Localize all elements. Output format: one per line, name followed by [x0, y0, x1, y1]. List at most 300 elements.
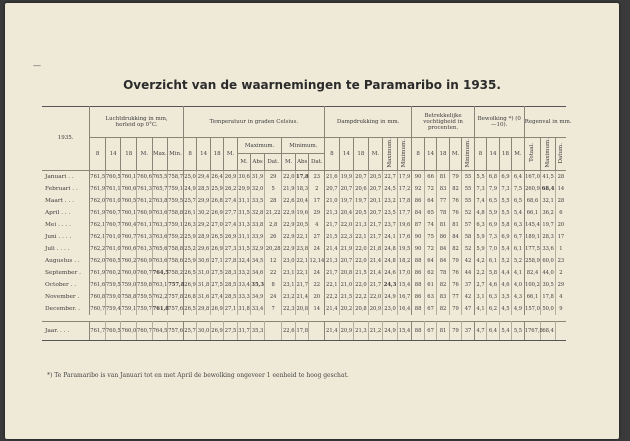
table-cell: 15,4	[397, 321, 412, 340]
table-cell: 31,5	[237, 243, 251, 255]
table-cell: 4	[559, 293, 563, 300]
table-cell: 21,3	[354, 321, 369, 340]
table-cell: 22,9	[282, 219, 296, 231]
table-cell: 23,2	[282, 291, 296, 303]
table-cell: 7,3	[474, 183, 486, 195]
table-cell: 25,9	[183, 255, 197, 267]
table-cell: 31,1	[237, 231, 251, 243]
table-cell: 761,1	[137, 219, 153, 231]
row-label: Jaar. . . .	[42, 321, 90, 340]
table-cell: 28	[557, 173, 565, 180]
table-cell: 23,8	[295, 243, 309, 255]
table-cell: 23,1	[282, 279, 296, 291]
table-cell: 18,2	[397, 255, 412, 267]
table-cell: 21,4	[368, 267, 383, 279]
table-cell: 9	[559, 305, 563, 312]
table-cell: 22,9	[282, 207, 296, 219]
table-cell: 21,5	[354, 267, 369, 279]
table-cell: 20,5	[368, 170, 383, 183]
table-cell: 79	[449, 321, 461, 340]
row-label: Augustus . .	[42, 255, 90, 267]
year-total-row	[42, 321, 566, 340]
table-cell: 78	[437, 267, 449, 279]
vapor-14h-header: 14	[339, 138, 354, 171]
table-cell: 20,9	[339, 321, 354, 340]
table-cell: 18,3	[295, 183, 309, 195]
table-cell: 72	[424, 243, 436, 255]
table-cell: 760,0	[121, 321, 137, 340]
table-row	[42, 255, 566, 267]
table-cell: 81	[437, 170, 449, 183]
table-cell: 31,7	[237, 321, 251, 340]
table-cell: 4,9	[512, 303, 525, 315]
cloud-14h-header: 14	[487, 138, 499, 171]
table-cell: 22,3	[339, 231, 354, 243]
table-cell: 760,5	[121, 195, 137, 207]
table-cell: 27,1	[210, 255, 224, 267]
table-cell: 27,8	[224, 255, 238, 267]
table-cell: 33,9	[251, 231, 265, 243]
table-cell: 6,2	[487, 303, 499, 315]
table-cell: 26,9	[210, 243, 224, 255]
table-cell: 762,1	[90, 219, 106, 231]
table-cell: 27,5	[210, 267, 224, 279]
temp-8h-header: 8	[183, 138, 197, 171]
table-cell: 21,3	[325, 207, 340, 219]
table-cell: 88	[412, 303, 424, 315]
table-cell: 22,7	[383, 170, 398, 183]
cloud-cover-header: Bewolking *) (0—10).	[474, 107, 524, 138]
table-cell: 21,7	[368, 279, 383, 291]
table-cell: 16,4	[397, 303, 412, 315]
vapor-8h-header: 8	[325, 138, 340, 171]
table-cell: 64	[424, 255, 436, 267]
table-cell: 6,9	[487, 219, 499, 231]
row-label: Maart . . .	[42, 195, 90, 207]
table-cell: 20,7	[368, 207, 383, 219]
temp-18h-header: 18	[210, 138, 224, 171]
row-label: Juni . . . .	[42, 231, 90, 243]
table-cell: 27,5	[210, 279, 224, 291]
table-cell: 761,0	[105, 195, 121, 207]
table-cell: 90	[412, 170, 424, 183]
table-row	[42, 183, 566, 195]
table-cell: 5,9	[487, 207, 499, 219]
table-cell: 5,2	[512, 255, 525, 267]
table-cell: 24	[264, 291, 282, 303]
table-cell: 759,1	[168, 219, 184, 231]
table-cell: 761,3	[137, 243, 153, 255]
table-cell: 26,4	[210, 170, 224, 183]
table-cell: 765,7	[152, 183, 168, 195]
table-cell: 29,6	[197, 243, 211, 255]
table-cell: 90	[412, 231, 424, 243]
table-cell: 17	[557, 233, 565, 240]
temp-min-mean-header: M.	[282, 154, 296, 170]
table-cell: 33,8	[251, 219, 265, 231]
table-cell: 6,5	[487, 195, 499, 207]
table-cell: 17,8	[295, 321, 309, 340]
table-row	[42, 303, 566, 315]
table-cell: 760,6	[121, 243, 137, 255]
table-cell: 30,6	[237, 170, 251, 183]
table-cell: 26	[264, 231, 282, 243]
table-cell: 27,3	[224, 243, 238, 255]
table-cell: 4	[309, 219, 325, 231]
table-cell: 20,2	[339, 303, 354, 315]
table-cell: 17,9	[397, 170, 412, 183]
table-cell: 82	[437, 279, 449, 291]
observations-table-wrap	[42, 106, 572, 341]
table-cell: 27,4	[224, 219, 238, 231]
table-cell: 52	[462, 207, 475, 219]
table-cell: 26,8	[210, 195, 224, 207]
table-cell: 26,9	[210, 321, 224, 340]
table-cell: 26,9	[183, 279, 197, 291]
humidity-8h-header: 8	[412, 138, 424, 171]
page-marker: —	[33, 61, 41, 70]
table-cell: 760,7	[105, 219, 121, 231]
table-cell: 28	[264, 195, 282, 207]
table-cell: 1767,8	[524, 321, 541, 340]
table-cell: 26,5	[210, 231, 224, 243]
table-cell: 41,5	[541, 170, 556, 183]
table-cell: 28,9	[197, 231, 211, 243]
table-cell: 86	[412, 291, 424, 303]
table-cell: 760,2	[121, 255, 137, 267]
table-cell: 760,5	[105, 170, 121, 183]
table-cell: 17,6	[397, 231, 412, 243]
table-cell: 21,4	[368, 255, 383, 267]
cloud-18h-header: 18	[499, 138, 511, 171]
table-cell: 90	[412, 243, 424, 255]
table-cell: 760,1	[121, 170, 137, 183]
temp-maximum-header: Maximum.	[237, 138, 282, 154]
table-cell: 20,5	[354, 207, 369, 219]
table-cell: 34,9	[251, 291, 265, 303]
table-cell: 761,3	[137, 183, 153, 195]
table-cell: 20,28	[264, 243, 282, 255]
table-cell: 761,0	[105, 243, 121, 255]
table-cell: 760,2	[105, 267, 121, 279]
table-cell: 33,4	[251, 303, 265, 315]
table-cell: 6,7	[512, 231, 525, 243]
table-cell: 21,5	[325, 231, 340, 243]
table-cell: 758,8	[168, 243, 184, 255]
table-row	[42, 243, 566, 255]
table-cell: 20,7	[368, 183, 383, 195]
table-cell: 66,1	[524, 207, 541, 219]
table-cell: 761,7	[90, 321, 106, 340]
table-cell: 29	[557, 281, 565, 288]
table-cell: 33,2	[237, 267, 251, 279]
table-cell: 47	[462, 303, 475, 315]
table-cell	[264, 321, 282, 340]
table-cell: 5,5	[474, 170, 486, 183]
temp-minimum-header: Minimum.	[282, 138, 325, 154]
table-cell: 37	[462, 321, 475, 340]
table-cell: 31,3	[237, 219, 251, 231]
table-cell: 35,3	[251, 279, 265, 291]
table-cell: 757,8	[168, 279, 184, 291]
table-cell: 6,1	[487, 255, 499, 267]
table-cell: 5,4	[499, 321, 511, 340]
table-cell: 6,4	[487, 321, 499, 340]
table-cell: 3,5	[499, 291, 511, 303]
table-cell: 20,6	[354, 183, 369, 195]
row-label: Januari . .	[42, 170, 90, 183]
table-cell: 21,7	[368, 219, 383, 231]
table-cell: 22,1	[325, 279, 340, 291]
table-cell	[555, 321, 566, 340]
table-cell: 761,9	[90, 267, 106, 279]
table-cell: 24,6	[383, 267, 398, 279]
table-cell: 4,7	[474, 321, 486, 340]
table-cell: 27,4	[210, 291, 224, 303]
table-row	[42, 207, 566, 219]
table-cell: 24,3	[383, 279, 398, 291]
table-cell: 760,1	[121, 207, 137, 219]
year-header: 1935.	[42, 107, 90, 171]
table-row	[42, 267, 566, 279]
table-cell: 83	[437, 291, 449, 303]
table-cell: 32,8	[251, 207, 265, 219]
table-cell: 92	[412, 183, 424, 195]
table-cell: 82	[437, 303, 449, 315]
table-cell: 55	[462, 183, 475, 195]
table-cell: 167,0	[524, 170, 541, 183]
table-cell: 22,0	[354, 255, 369, 267]
table-cell: 762,2	[152, 291, 168, 303]
table-cell: 79	[449, 303, 461, 315]
table-cell: 5	[264, 183, 282, 195]
table-cell: 21,4	[325, 303, 340, 315]
temp-14h-header: 14	[197, 138, 211, 171]
table-cell: 761,9	[90, 183, 106, 195]
table-cell: 37	[462, 279, 475, 291]
table-cell: 764,5	[152, 267, 168, 279]
table-cell: 78	[437, 207, 449, 219]
table-cell: 5,4	[512, 207, 525, 219]
table-cell: 20,7	[354, 170, 369, 183]
pressure-14h-header: 14	[105, 138, 121, 171]
table-cell: 6,4	[512, 170, 525, 183]
table-cell: 759,2	[168, 231, 184, 243]
table-cell: 31,8	[197, 279, 211, 291]
table-cell: 20,4	[295, 195, 309, 207]
table-cell: 24,9	[383, 321, 398, 340]
table-cell: 88	[412, 321, 424, 340]
table-cell: 21,0	[339, 279, 354, 291]
table-cell: 32,0	[251, 183, 265, 195]
table-cell: 32,1	[541, 195, 556, 207]
table-cell: 67	[424, 321, 436, 340]
table-cell: 20	[309, 291, 325, 303]
table-cell: 25,2	[183, 243, 197, 255]
table-cell: 19,7	[354, 195, 369, 207]
table-cell: 34,5	[251, 255, 265, 267]
table-cell: 758,2	[168, 267, 184, 279]
table-cell: 68,6	[524, 195, 541, 207]
table-cell: 22,0	[354, 243, 369, 255]
table-cell: 762,1	[90, 231, 106, 243]
table-cell: 22,2	[354, 291, 369, 303]
table-cell: 22,0	[282, 170, 296, 183]
table-cell: 22,6	[282, 321, 296, 340]
table-cell: 6,1	[512, 243, 525, 255]
table-cell: 100,2	[524, 279, 541, 291]
table-cell: 77	[449, 291, 461, 303]
table-cell: 76	[449, 207, 461, 219]
table-cell: 25,7	[183, 321, 197, 340]
vapor-mean-header: M.	[368, 138, 383, 171]
table-cell: 29,8	[197, 303, 211, 315]
table-row	[42, 170, 566, 183]
temp-min-date-header: Dat.	[309, 154, 325, 170]
table-cell: 26,5	[183, 267, 197, 279]
table-cell: 760,8	[90, 291, 106, 303]
table-cell: 21,8	[368, 243, 383, 255]
rain-date-header: Datum.	[555, 138, 566, 171]
table-cell: 21,9	[282, 183, 296, 195]
humidity-minimum-header: Minimum.	[462, 138, 475, 171]
table-cell: 763,6	[152, 207, 168, 219]
table-cell: 68,4	[541, 183, 556, 195]
rain-maximum-header: Maximum.	[541, 138, 556, 171]
table-cell: 17,8	[295, 170, 309, 183]
table-cell: 759,1	[168, 183, 184, 195]
temp-max-mean-header: M.	[237, 154, 251, 170]
table-cell: 44	[462, 267, 475, 279]
table-cell: 36,2	[541, 207, 556, 219]
table-cell: 62	[424, 267, 436, 279]
table-cell: 5,4	[499, 243, 511, 255]
table-cell: 5,2	[499, 255, 511, 267]
table-cell: 2	[309, 183, 325, 195]
table-cell: 4,6	[499, 279, 511, 291]
table-cell: 24	[309, 243, 325, 255]
table-cell: 26,9	[210, 207, 224, 219]
table-cell: 5,9	[474, 231, 486, 243]
table-cell: 17,7	[397, 207, 412, 219]
table-cell: 25,7	[183, 195, 197, 207]
table-cell: 759,7	[137, 303, 153, 315]
table-cell: 7,0	[487, 243, 499, 255]
pressure-8h-header: 8	[90, 138, 106, 171]
humidity-mean-header: M.	[449, 138, 461, 171]
table-cell: 5,5	[499, 195, 511, 207]
table-cell: 58	[462, 231, 475, 243]
table-cell: 28,3	[224, 267, 238, 279]
table-cell: 12,14	[309, 255, 325, 267]
table-cell: 24,8	[383, 255, 398, 267]
table-cell: 75	[424, 231, 436, 243]
table-row	[42, 291, 566, 303]
table-cell: 34,6	[251, 267, 265, 279]
table-cell: 27	[309, 231, 325, 243]
humidity-14h-header: 14	[424, 138, 436, 171]
table-cell: 83	[437, 183, 449, 195]
table-cell: 759,8	[137, 279, 153, 291]
table-cell: 21,6	[325, 170, 340, 183]
table-cell: 25,0	[183, 170, 197, 183]
table-cell: 42	[462, 291, 475, 303]
table-cell: 28,5	[224, 291, 238, 303]
table-cell: 760,9	[137, 255, 153, 267]
table-cell: 760,7	[90, 303, 106, 315]
table-cell: 763,6	[152, 231, 168, 243]
table-cell: 29	[264, 170, 282, 183]
table-cell: 88	[412, 279, 424, 291]
table-cell: 17	[309, 195, 325, 207]
table-cell: 21,2	[368, 321, 383, 340]
table-cell: 4,2	[474, 255, 486, 267]
table-cell: 761,6	[90, 279, 106, 291]
table-cell: 67	[424, 303, 436, 315]
row-label: November .	[42, 291, 90, 303]
table-cell: 24,8	[383, 243, 398, 255]
table-cell: 32,9	[251, 243, 265, 255]
table-cell: 23,7	[383, 219, 398, 231]
table-cell: 19,7	[339, 195, 354, 207]
table-cell: 20,7	[325, 183, 340, 195]
table-cell: 19,6	[397, 219, 412, 231]
table-cell: 20	[557, 221, 565, 228]
table-cell: 25,9	[183, 231, 197, 243]
table-cell: 22,0	[339, 219, 354, 231]
table-cell: 759,0	[105, 291, 121, 303]
table-cell: 6,3	[512, 219, 525, 231]
table-cell: 763,8	[152, 195, 168, 207]
table-cell: 24	[309, 267, 325, 279]
table-cell: 31,1	[237, 195, 251, 207]
table-cell: 761,0	[105, 231, 121, 243]
table-cell: 6,3	[487, 291, 499, 303]
table-cell: 19,6	[295, 207, 309, 219]
table-cell: 26,9	[224, 170, 238, 183]
table-cell: 763,3	[152, 219, 168, 231]
table-cell: 760,7	[137, 321, 153, 340]
table-cell: 22,3	[282, 303, 296, 315]
table-cell: 761,9	[90, 207, 106, 219]
row-label: April . . .	[42, 207, 90, 219]
table-cell: 23,0	[282, 255, 296, 267]
table-cell: 177,5	[524, 243, 541, 255]
table-cell: 759,4	[105, 303, 121, 315]
table-row	[42, 279, 566, 291]
table-cell: 29,9	[237, 183, 251, 195]
table-cell: 23,2	[383, 195, 398, 207]
pressure-max-header: Max.	[152, 138, 168, 171]
table-cell: 76	[449, 267, 461, 279]
table-cell: 27,4	[224, 195, 238, 207]
table-cell: 30,6	[197, 255, 211, 267]
table-cell: 260,9	[524, 183, 541, 195]
table-cell: 25,9	[210, 183, 224, 195]
row-label: December. .	[42, 303, 90, 315]
table-cell: 757,8	[168, 291, 184, 303]
table-cell: 33,3	[237, 291, 251, 303]
temp-max-date-header: Dat.	[264, 154, 282, 170]
temperature-header: Temperatuur in graden Celsius.	[183, 107, 324, 138]
table-cell: 19,7	[541, 219, 556, 231]
table-cell: 760,4	[121, 219, 137, 231]
table-cell: 5,8	[487, 267, 499, 279]
table-cell: 189,1	[524, 231, 541, 243]
table-cell: 88	[412, 255, 424, 267]
pressure-mean-header: M.	[137, 138, 153, 171]
table-cell: 21,4	[325, 321, 340, 340]
